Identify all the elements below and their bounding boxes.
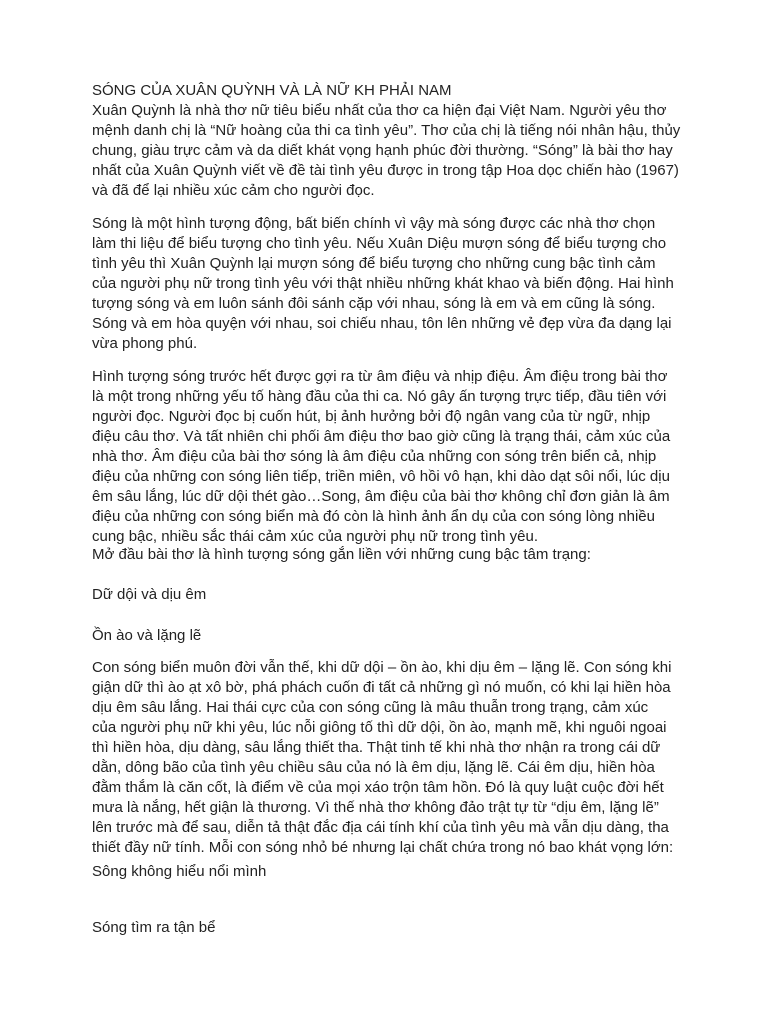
text-line: đằm thắm là căn cốt, là điểm về của mọi xáo trộn tâm hồn. Đó là quy luật cuộc đời hết: [92, 779, 664, 796]
text-line: Sóng tìm ra tận bể: [92, 919, 216, 936]
text-line: Sông không hiểu nổi mình: [92, 863, 267, 880]
text-line: dằn, dông bão của tình yêu chiều sâu của nó là êm dịu, lặng lẽ. Cái êm dịu, hiền hòa: [92, 759, 655, 776]
text-line: của người phụ nữ trong tình yêu với thật nhiều những khát khao và biến động. Hai hình: [92, 275, 674, 292]
text-line: và đã để lại nhiều xúc cảm cho người đọc.: [92, 182, 375, 199]
text-line: mưa là nắng, hết giận là thương. Vì thế nhà thơ không đảo trật tự từ “dịu êm, lặng lẽ”: [92, 799, 659, 816]
text-line: dịu êm sâu lắng. Hai thái cực của con sóng cũng là mâu thuẫn trong trạng, cảm xúc: [92, 699, 649, 716]
text-line: tình yêu thì Xuân Quỳnh lại mượn sóng để biểu tượng cho những cung bậc tình cảm: [92, 255, 656, 272]
text-line: giận dữ thì ào ạt xô bờ, phá phách cuốn đi tất cả những gì nó muốn, có khi lại hiền hòa: [92, 679, 671, 696]
text-line: Dữ dội và dịu êm: [92, 586, 207, 603]
text-line: cung bậc, nhiều sắc thái cảm xúc của người phụ nữ trong tình yêu.: [92, 528, 539, 545]
text-line: điệu của những con sóng biển mà đó còn là hình ảnh ẩn dụ của con sóng lòng nhiều: [92, 508, 655, 525]
text-line: Hình tượng sóng trước hết được gợi ra từ âm điệu và nhịp điệu. Âm điệu trong bài thơ: [92, 368, 668, 385]
text-line: lên trước mà để sau, diễn tả thật đắc địa cái tính khí của tình yêu mà vẫn dịu dàng, tha: [92, 819, 669, 836]
text-line: Mở đầu bài thơ là hình tượng sóng gắn liền với những cung bậc tâm trạng:: [92, 546, 591, 563]
text-line: người đọc. Người đọc bị cuốn hút, bị ảnh hưởng bởi độ ngân vang của từ ngữ, nhịp: [92, 408, 651, 425]
text-line: nhất của Xuân Quỳnh viết về đề tài tình yêu được in trong tập Hoa dọc chiến hào (1967): [92, 162, 679, 179]
poem-line: [92, 585, 688, 605]
text-line: Con sóng biển muôn đời vẫn thế, khi dữ dội – ồn ào, khi dịu êm – lặng lẽ. Con sóng khi: [92, 659, 672, 676]
document-title: SÓNG CỦA XUÂN QUỲNH VÀ LÀ NỮ KH PHẢI NAM: [92, 82, 452, 99]
text-line: làm thi liệu để biểu tượng cho tình yêu. Nếu Xuân Diệu mượn sóng để biểu tượng cho: [92, 235, 667, 252]
text-line: Xuân Quỳnh là nhà thơ nữ tiêu biểu nhất của thơ ca hiện đại Việt Nam. Người yêu thơ: [92, 102, 667, 119]
paragraph-opening: [92, 545, 688, 565]
poem-line: [92, 626, 688, 646]
text-line: tượng sóng và em luôn sánh đôi sánh cặp với nhau, sóng là em và em cũng là sóng.: [92, 295, 656, 312]
text-line: êm sâu lắng, lúc dữ dội thét gào…Song, âm điệu của bài thơ không chỉ đơn giản là âm: [92, 488, 670, 505]
text-line: điệu của những con sóng liên tiếp, triền miên, vô hồi vô hạn, khi dào dạt sôi nổi, lúc dịu: [92, 468, 670, 485]
text-line: Sóng là một hình tượng động, bất biến chính vì vậy mà sóng được các nhà thơ chọn: [92, 215, 656, 232]
paragraph-wave-symbol: [92, 214, 688, 354]
paragraph-intro: [92, 101, 688, 201]
text-line: Sóng và em hòa quyện với nhau, soi chiếu nhau, tôn lên những vẻ đẹp vừa đa dạng lại: [92, 315, 672, 332]
text-line: là một trong những yếu tố hàng đầu của thi ca. Nó gây ấn tượng trực tiếp, đầu tiên với: [92, 388, 667, 405]
text-line: thiết đầy nữ tính. Mỗi con sóng nhỏ bé nhưng lại chất chứa trong nó bao khát vọng lớn:: [92, 839, 674, 856]
text-line: mệnh danh chị là “Nữ hoàng của thi ca tình yêu”. Thơ của chị là tiếng nói nhân hậu, thủy: [92, 122, 681, 139]
text-line: Ồn ào và lặng lẽ: [92, 627, 202, 644]
text-line: vừa phong phú.: [92, 335, 198, 352]
poem-line: [92, 862, 688, 882]
text-line: của người phụ nữ khi yêu, lúc nỗi giông tố thì dữ dội, ồn ào, mạnh mẽ, khi nguôi ngoai: [92, 719, 667, 736]
paragraph-analysis: [92, 658, 688, 858]
text-line: thì hiền hòa, dịu dàng, sâu lắng thiết tha. Thật tinh tế khi nhà thơ nhận ra trong cái dữ: [92, 739, 661, 756]
text-line: chung, giàu trực cảm và da diết khát vọng hạnh phúc đời thường. “Sóng” là bài thơ hay: [92, 142, 673, 159]
poem-line: [92, 918, 688, 938]
text-line: điệu câu thơ. Và tất nhiên chi phối âm điệu thơ bao giờ cũng là trạng thái, cảm xúc của: [92, 428, 671, 445]
paragraph-rhythm: [92, 367, 688, 547]
text-line: nhà thơ. Âm điệu của bài thơ sóng là âm điệu của những con sóng trên biển cả, nhịp: [92, 448, 657, 465]
